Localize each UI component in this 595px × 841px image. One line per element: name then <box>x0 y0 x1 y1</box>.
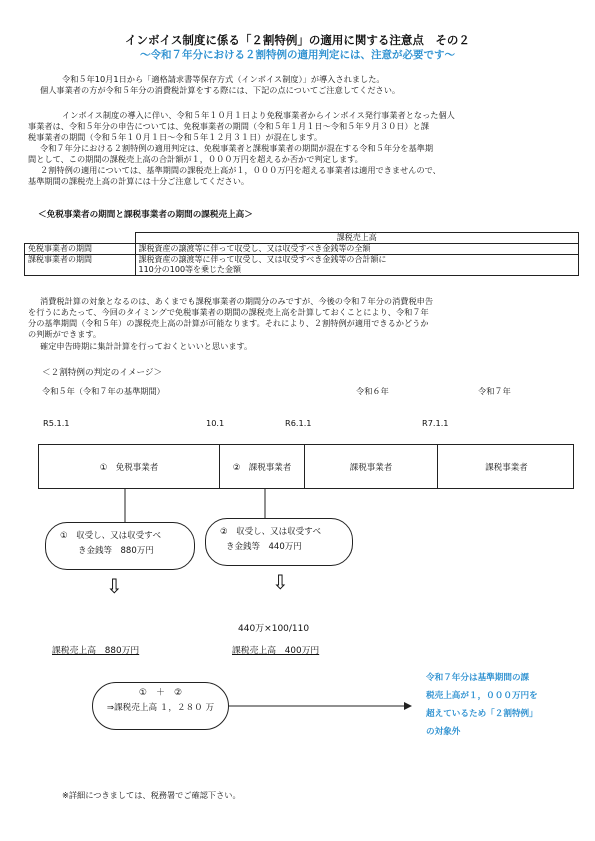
body2-line: 消費税計算の対象となるのは、あくまでも課税事業者の期間分のみですが、今後の令和７年分の消費税申告 <box>40 296 434 306</box>
bubble-line: き金銭等 440万円 <box>226 542 302 552</box>
down-arrow-icon: ⇩ <box>106 574 123 598</box>
date-label: R7.1.1 <box>422 418 449 428</box>
section-heading: ＜免税事業者の期間と課税事業者の期間の課税売上高＞ <box>38 210 253 220</box>
diagram-heading: ＜２割特例の判定のイメージ＞ <box>42 368 163 378</box>
table-row-label: 免税事業者の期間 <box>25 244 136 255</box>
body1-line: 事業者は、令和５年分の申告については、免税事業者の期間（令和５年１月１日～令和５年９月３０日）と課 <box>28 121 430 131</box>
table-row-value-line: 110分の100等を乗じた金額 <box>138 265 242 274</box>
sum-bubble <box>92 682 229 730</box>
body2-line: 確定申告時期に集計計算を行っておくといいと思います。 <box>40 341 253 351</box>
result-400: 課税売上高 400万円 <box>232 646 320 656</box>
timeline-cell: ② 課税事業者 <box>219 445 304 488</box>
calc-text: 440万×100/110 <box>238 624 310 634</box>
amount-bubble-1 <box>45 522 195 570</box>
body1-line: インボイス制度の導入に伴い、令和５年１０月１日より免税事業者からインボイス発行事業者となった個人 <box>62 110 455 120</box>
conclusion-line: 超えているため「２割特例」 <box>426 709 538 719</box>
conclusion-line: の対象外 <box>426 727 461 737</box>
down-arrow-icon: ⇩ <box>272 570 289 594</box>
bubble-line: ② 収受し、又は収受すべ <box>220 527 321 537</box>
intro-line-1: 令和５年10月1日から「適格請求書等保存方式（インボイス制度）」が導入されました。 <box>62 74 385 84</box>
result-880: 課税売上高 880万円 <box>52 646 140 656</box>
table-row-value-line: 課税資産の譲渡等に伴って収受し、又は収受すべき金銭等の合計額に <box>138 255 387 264</box>
footer-note: ※詳細につきましては、税務署でご確認下さい。 <box>62 790 241 800</box>
conclusion-line: 令和７年分は基準期間の課 <box>426 673 530 683</box>
page-subtitle: ～令和７年分における２割特例の適用判定には、注意が必要です～ <box>140 49 455 61</box>
body2-line: を行うにあたって、今回のタイミングで免税事業者の期間の課税売上高を計算しておくことにより、令和７年 <box>28 307 429 317</box>
conclusion-line: 税売上高が１，０００万円を <box>426 691 538 701</box>
table-header: 課税売上高 <box>135 233 579 244</box>
page-title: インボイス制度に係る「２割特例」の適用に関する注意点 その２ <box>125 33 470 47</box>
body1-line: 令和７年分における２割特例の適用判定は、免税事業者と課税事業者の期間が混在する令和５年分を基準期 <box>40 143 434 153</box>
table-row-value: 課税資産の譲渡等に伴って収受し、又は収受すべき金銭等の全額 <box>135 244 579 255</box>
sum-line: ① ＋ ② <box>138 688 183 698</box>
bubble-line: ① 収受し、又は収受すべ <box>60 531 161 541</box>
body1-line: 税事業者の期間（令和５年１０月１日～令和５年１２月３１日）が混在します。 <box>28 132 323 142</box>
intro-line-2: 個人事業者の方が令和５年分の消費税計算をする際には、下記の点についてご注意してください。 <box>40 85 401 95</box>
body1-line: 基準期間の課税売上高の計算には十分ご注意してください。 <box>28 176 250 186</box>
sum-line: ⇒課税売上高 １，２８０ 万 <box>106 703 215 713</box>
timeline-cell: ① 免税事業者 <box>99 462 159 473</box>
date-label: R5.1.1 <box>43 418 70 428</box>
timeline-cell: 課税事業者 <box>304 445 437 488</box>
amount-bubble-2 <box>205 518 353 566</box>
table-row-label: 課税事業者の期間 <box>25 255 136 276</box>
body1-line: ２割特例の適用については、基準期間の課税売上高が１，０００万円を超える事業者は適用できませんので、 <box>40 165 441 175</box>
date-label: 10.1 <box>206 418 225 428</box>
year-label: 令和５年（令和７年の基準期間） <box>42 386 165 396</box>
body1-line: 間として、この期間の課税売上高の合計額が１，０００万円を超えるか否かで判定します。 <box>28 154 363 164</box>
bubble-line: き金銭等 880万円 <box>78 546 154 556</box>
year-label: 令和７年 <box>478 386 511 396</box>
year-label: 令和６年 <box>356 386 389 396</box>
body2-line: 分の基準期間（令和５年）の課税売上高の計算が可能なります。それにより、２割特例が適用できるかどうか <box>28 318 429 328</box>
timeline-cell: 課税事業者 <box>437 445 575 488</box>
body2-line: の判断ができます。 <box>28 329 102 339</box>
date-label: R6.1.1 <box>285 418 312 428</box>
